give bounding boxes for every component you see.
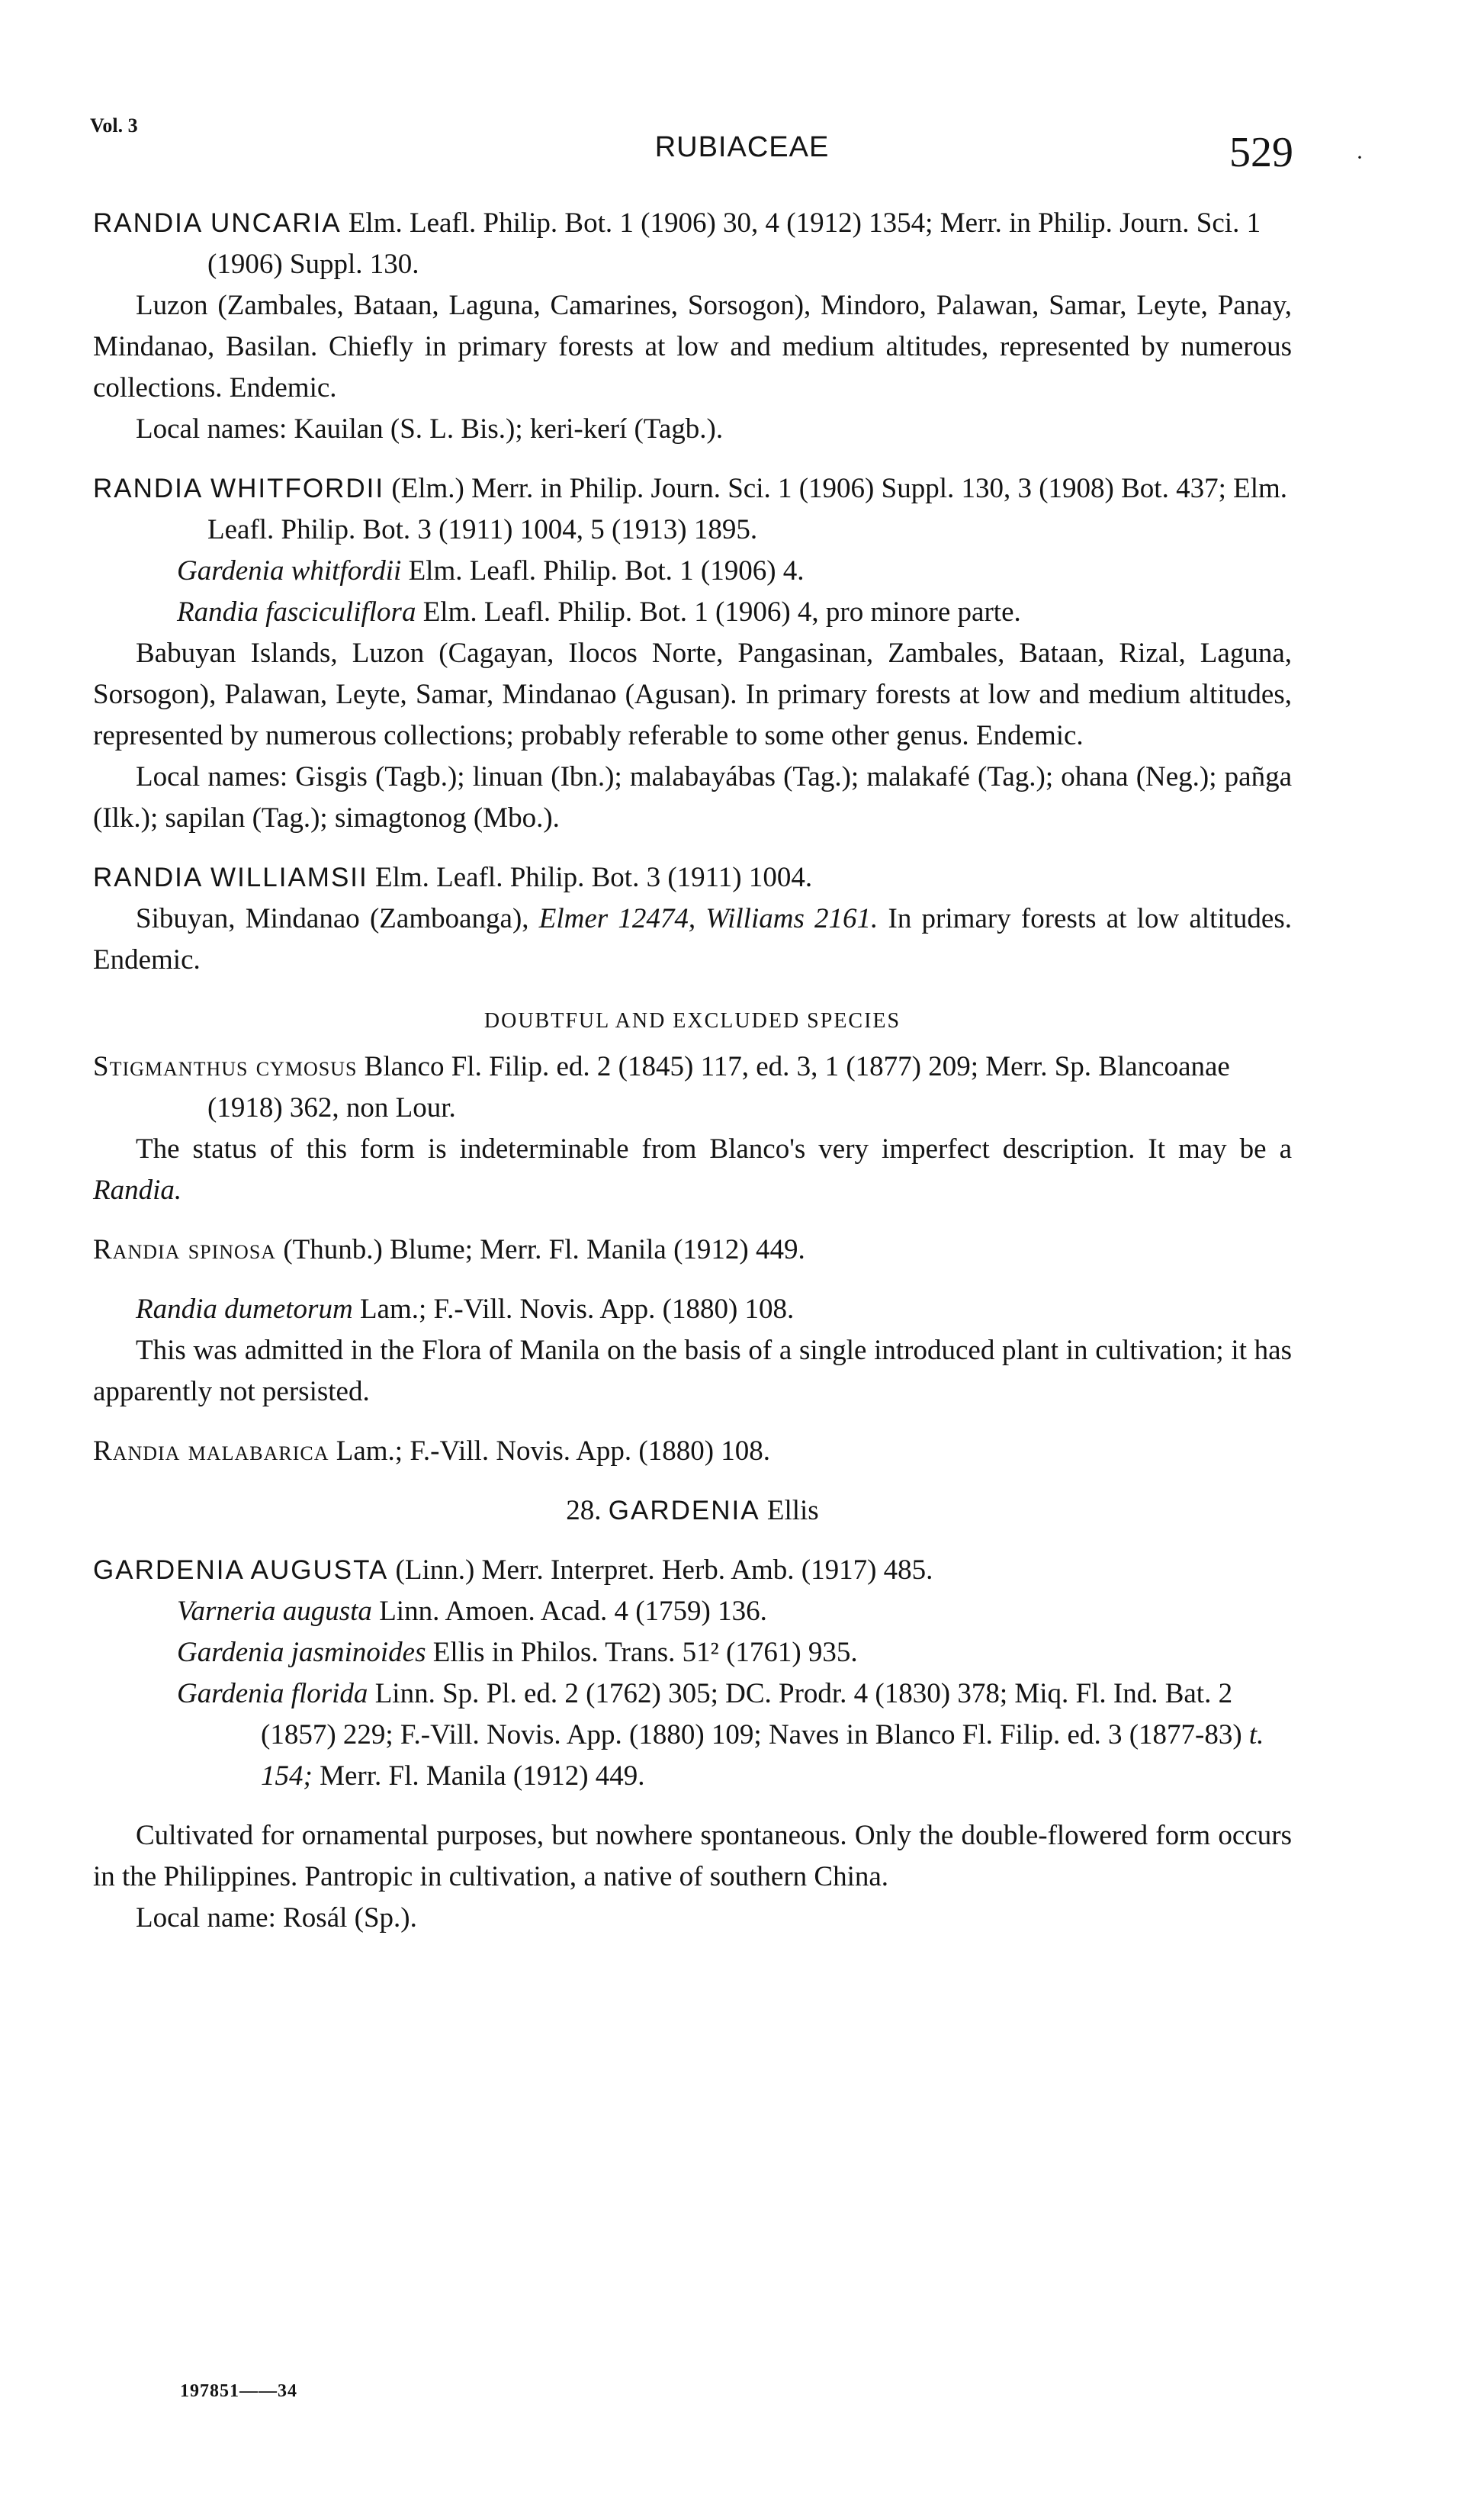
synonym-name: Randia dumetorum (136, 1294, 353, 1325)
entry-randia-williamsii (93, 857, 1292, 898)
entry-randia-uncaria (93, 203, 1292, 285)
distribution-part: Sibuyan, Mindanao (Zamboanga), (136, 903, 539, 934)
page-body (93, 203, 1292, 1939)
entry-randia-whitfordii (93, 468, 1292, 551)
species-name: RANDIA WHITFORDII (93, 474, 385, 503)
species-name: RANDIA UNCARIA (93, 208, 342, 238)
species-citation: (Thunb.) Blume; Merr. Fl. Manila (1912) 449. (276, 1234, 805, 1265)
distribution-text: Luzon (Zambales, Bataan, Laguna, Camarines, Sorsogon), Mindoro, Palawan, Samar, Leyte, Panay, Mindanao, Basilan. Chiefly in primary forests at low and medium altitudes, represented by numerous collections. Endemic. (93, 290, 1292, 403)
species-name: GARDENIA AUGUSTA (93, 1555, 389, 1585)
genus-number: 28. (566, 1495, 609, 1526)
species-name: Randia spinosa (93, 1234, 277, 1265)
species-name: Stigmanthus cymosus (93, 1051, 358, 1082)
species-citation: Lam.; F.-Vill. Novis. App. (1880) 108. (329, 1435, 771, 1467)
synonym-citation: Merr. Fl. Manila (1912) 449. (312, 1760, 645, 1792)
local-names: Local name: Rosál (Sp.). (136, 1902, 417, 1934)
synonym-citation: Elm. Leafl. Philip. Bot. 1 (1906) 4. (401, 555, 805, 587)
margin-dot: · (1356, 145, 1364, 170)
synonym-name: Gardenia jasminoides (177, 1637, 426, 1668)
species-citation: Elm. Leafl. Philip. Bot. 1 (1906) 30, 4 (1912) 1354; Merr. in Philip. Journ. Sci. 1 (1906) Suppl. 130. (207, 207, 1261, 280)
note-text (93, 1129, 1292, 1211)
distribution-text: Cultivated for ornamental purposes, but nowhere spontaneous. Only the double-flowered form occurs in the Philippines. Pantropic in cultivation, a native of southern China. (93, 1820, 1292, 1892)
species-name: Randia malabarica (93, 1435, 329, 1467)
entry-stigmanthus (93, 1046, 1292, 1129)
page-number: 529 (1229, 129, 1293, 176)
plate-reference: t. 154; (261, 1719, 1264, 1792)
synonym (93, 1289, 1292, 1330)
note-text: This was admitted in the Flora of Manila on the basis of a single introduced plant in cultivation; it has apparently not persisted. (93, 1335, 1292, 1407)
collector-numbers: Elmer 12474, Williams 2161. (538, 903, 879, 934)
genus-heading (93, 1490, 1292, 1532)
note-part: The status of this form is indeterminable from Blanco's very imperfect description. It may be a (136, 1133, 1292, 1165)
synonym-name: Randia fasciculiflora (177, 596, 416, 628)
synonym-name: Gardenia florida (177, 1678, 368, 1709)
synonym-citation: Ellis in Philos. Trans. 51² (1761) 935. (426, 1637, 858, 1668)
species-name: RANDIA WILLIAMSII (93, 863, 368, 892)
entry-randia-spinosa (93, 1230, 1292, 1271)
family-heading: RUBIACEAE (654, 131, 830, 163)
species-citation: Blanco Fl. Filip. ed. 2 (1845) 117, ed. 3, 1 (1877) 209; Merr. Sp. Blancoanae (1918) 362, non Lour. (207, 1051, 1230, 1123)
entry-randia-malabarica (93, 1431, 1292, 1472)
note-genus: Randia. (93, 1175, 182, 1206)
synonym (93, 592, 1292, 633)
synonym-name: Varneria augusta (177, 1596, 372, 1627)
entry-gardenia-augusta (93, 1550, 1292, 1591)
synonym (93, 1591, 1292, 1632)
synonym-citation: Lam.; F.-Vill. Novis. App. (1880) 108. (352, 1294, 795, 1325)
distribution-text (93, 898, 1292, 981)
synonym (93, 551, 1292, 592)
volume-label: Vol. 3 (90, 114, 138, 137)
genus-author: Ellis (760, 1495, 819, 1526)
distribution-text: Babuyan Islands, Luzon (Cagayan, Ilocos Norte, Pangasinan, Zambales, Bataan, Rizal, Laguna, Sorsogon), Palawan, Leyte, Samar, Mindanao (Agusan). In primary forests at low and medium altitudes, represented by numerous collections; probably referable to some other genus. Endemic. (93, 638, 1292, 751)
genus-name: GARDENIA (608, 1496, 760, 1525)
synonym-name: Gardenia whitfordii (177, 555, 402, 587)
local-names: Local names: Gisgis (Tagb.); linuan (Ibn.); malabayábas (Tag.); malakafé (Tag.); ohana (Neg.); pañga (Ilk.); sapilan (Tag.); simagtonog (Mbo.). (93, 761, 1292, 834)
species-citation: (Linn.) Merr. Interpret. Herb. Amb. (1917) 485. (388, 1554, 933, 1586)
doubtful-heading: DOUBTFUL AND EXCLUDED SPECIES (483, 1009, 901, 1033)
synonym (93, 1632, 1292, 1673)
printer-signature: 197851——34 (180, 2381, 297, 2401)
synonym (93, 1673, 1292, 1797)
species-citation: (Elm.) Merr. in Philip. Journ. Sci. 1 (1906) Suppl. 130, 3 (1908) Bot. 437; Elm. Leafl. Philip. Bot. 3 (1911) 1004, 5 (1913) 1895. (207, 473, 1288, 545)
synonym-citation: Linn. Sp. Pl. ed. 2 (1762) 305; DC. Prodr. 4 (1830) 378; Miq. Fl. Ind. Bat. 2 (1857) 229; F.-Vill. Novis. App. (1880) 109; Naves in Blanco Fl. Filip. ed. 3 (1877-83) (261, 1678, 1249, 1750)
synonym-citation: Elm. Leafl. Philip. Bot. 1 (1906) 4, pro minore parte. (416, 596, 1021, 628)
synonym-citation: Linn. Amoen. Acad. 4 (1759) 136. (371, 1596, 767, 1627)
species-citation: Elm. Leafl. Philip. Bot. 3 (1911) 1004. (368, 862, 813, 893)
distribution-part: In primary forests at low altitudes. Endemic. (93, 903, 1292, 976)
local-names: Local names: Kauilan (S. L. Bis.); keri-kerí (Tagb.). (136, 413, 724, 445)
